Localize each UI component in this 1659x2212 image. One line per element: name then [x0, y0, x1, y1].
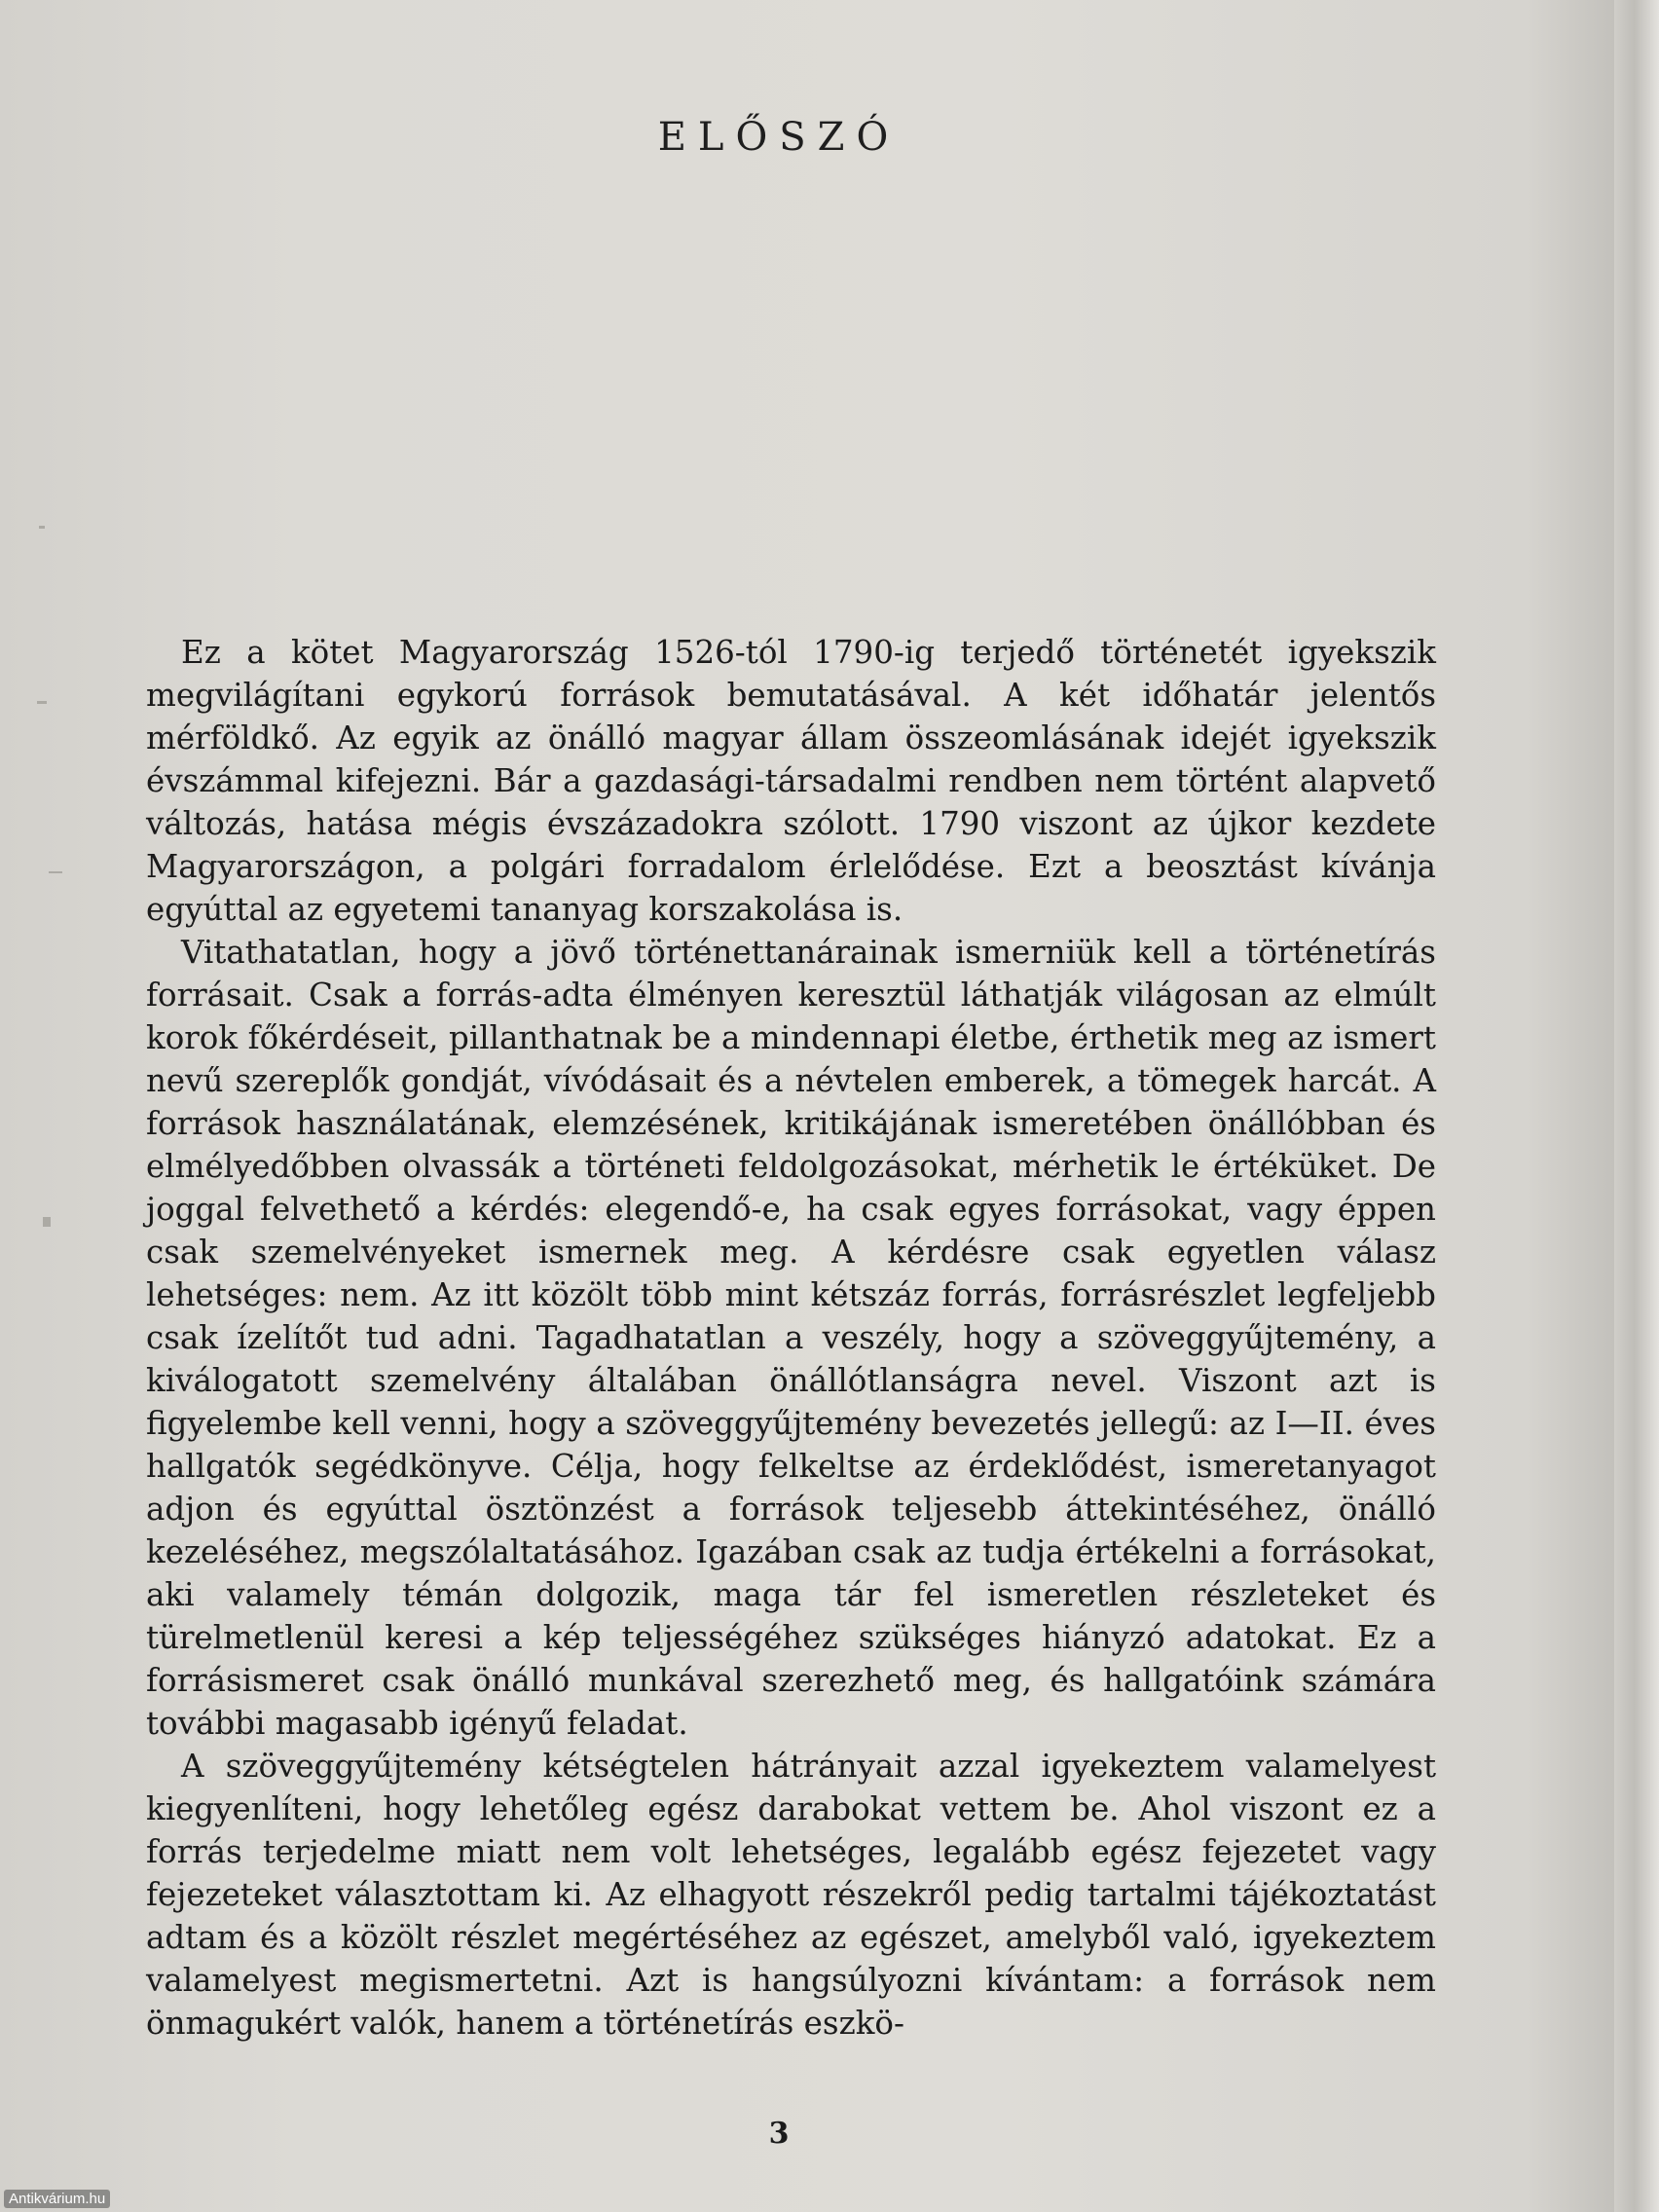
paragraph: Ez a kötet Magyarország 1526-tól 1790-ig terjedő történetét igyekszik megvilágítani egykorú források bemutatásával. A két időhatár jelentős mérföldkő. Az egyik az önálló magyar állam összeomlásának idejét igyekszik évszámmal kifejezni. Bár a gazdasági-társadalmi rendben nem történt alapvető változás, hatása mégis évszázadokra szólott. 1790 viszont az újkor kezdete Magyarországon, a polgári forradalom érlelődése. Ezt a beosztást kívánja egyúttal az egyetemi tananyag korszakolása is. [146, 634, 1436, 928]
watermark: Antikvárium.hu [4, 2190, 110, 2208]
paragraph: A szöveggyűjtemény kétségtelen hátrányait azzal igyekeztem valamelyest kiegyenlíteni, hogy lehetőleg egész darabokat vettem be. Ahol viszont ez a forrás terjedelme miatt nem volt lehetséges, legalább egész fejezetet vagy fejezeteket választottam ki. Az elhagyott részekről pedig tartalmi tájékoztatást adtam és a közölt részlet megértéséhez az egészet, amelyből való, igyekeztem valamelyest megismertetni. Azt is hangsúlyozni kívántam: a források nem önmagukért valók, hanem a történetírás eszkö- [146, 1748, 1436, 2042]
paragraph: Vitathatatlan, hogy a jövő történettanárainak ismerniük kell a történetírás forrásait. Csak a forrás-adta élményen keresztül láthatják világosan az elmúlt korok főkérdéseit, pillanthatnak be a mindennapi életbe, érthetik meg az ismert nevű szereplők gondját, vívódásait és a névtelen emberek, a tömegek harcát. A források használatának, elemzésének, kritikájának ismeretében önállóbban és elmélyedőbben olvassák a történeti feldolgozásokat, mérhetik le értéküket. De joggal felvethető a kérdés: elegendő-e, ha csak egyes forrásokat, vagy éppen csak szemelvényeket ismernek meg. A kérdésre csak egyetlen válasz lehetséges: nem. Az itt közölt több mint kétszáz forrás, forrásrészlet legfeljebb csak ízelítőt tud adni. Tagadhatatlan a veszély, hogy a szöveggyűjtemény, a kiválogatott szemelvény általában önállótlanságra nevel. Viszont azt is figyelembe kell venni, hogy a szöveggyűjtemény bevezetés jellegű: az I—II. éves hallgatók segédkönyve. Célja, hogy felkeltse az érdeklődést, ismeretanyagot adjon és egyúttal ösztönzést a források teljesebb áttekintéséhez, önálló kezeléséhez, megszólaltatásához. Igazában csak az tudja értékelni a forrásokat, aki valamely témán dolgozik, maga tár fel ismeretlen részleteket és türelmetlenül keresi a kép teljességéhez szükséges hiányzó adatokat. Ez a forrásismeret csak önálló munkával szerezhető meg, és hallgatóink számára további magasabb igényű feladat. [146, 934, 1436, 1742]
paper-speck [43, 1217, 51, 1227]
paper-speck [37, 701, 47, 704]
paper-speck [39, 526, 45, 529]
page-title: ELŐSZÓ [657, 115, 901, 160]
paper-speck [49, 871, 62, 873]
body-text [146, 631, 1436, 2045]
page-edge-shadow [1614, 0, 1659, 2212]
page-number: 3 [768, 2117, 790, 2151]
